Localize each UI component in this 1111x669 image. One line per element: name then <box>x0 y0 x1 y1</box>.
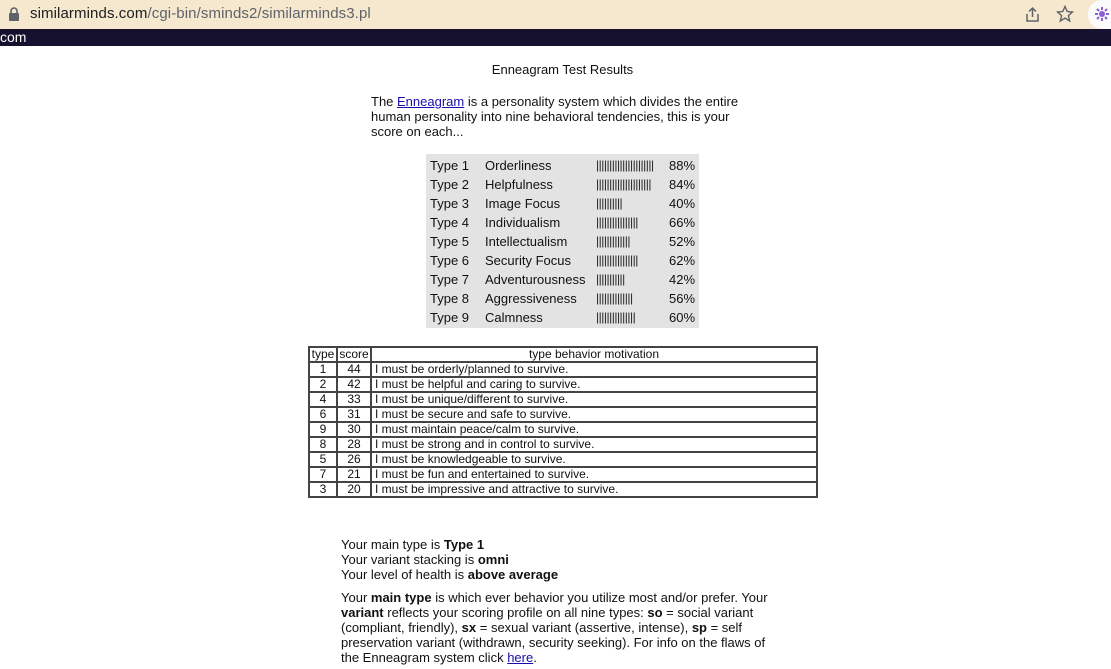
score-type: Type 1 <box>430 158 470 173</box>
score-type: Type 3 <box>430 196 470 211</box>
score-bar: ||||||||||||||| <box>596 310 636 324</box>
score-name: Helpfulness <box>485 177 553 192</box>
cell-motivation: I must maintain peace/calm to survive. <box>371 422 817 437</box>
intro-after: is a personality system which divides the entire human personality into nine behavioral tendencies, this is your score on each... <box>371 94 739 139</box>
explain-bold: sx <box>461 620 477 635</box>
cell-type: 5 <box>309 452 337 467</box>
col-header-score: score <box>337 347 371 362</box>
table-row <box>309 452 817 467</box>
url-path: /cgi-bin/sminds2/similarminds3.pl <box>147 5 371 22</box>
cell-type: 2 <box>309 377 337 392</box>
score-name: Calmness <box>485 310 543 325</box>
explain-text: Your <box>341 590 371 605</box>
score-box <box>426 154 699 328</box>
cell-score: 44 <box>337 362 371 377</box>
score-percent: 52% <box>669 234 696 249</box>
score-percent: 84% <box>669 177 696 192</box>
score-type: Type 6 <box>430 253 470 268</box>
cell-score: 31 <box>337 407 371 422</box>
score-bar: |||||||||||||| <box>596 291 633 305</box>
intro-paragraph <box>371 94 756 139</box>
score-bar: ||||||||||||||||||||| <box>596 177 651 191</box>
explain-text: = social variant (compliant, friendly), <box>341 605 754 635</box>
explain-bold: main type <box>370 590 432 605</box>
variant-value: omni <box>477 552 509 567</box>
score-name: Individualism <box>485 215 561 230</box>
cell-type: 8 <box>309 437 337 452</box>
score-type: Type 7 <box>430 272 470 287</box>
page-title: Enneagram Test Results <box>491 62 634 77</box>
cell-score: 21 <box>337 467 371 482</box>
score-name: Security Focus <box>485 253 571 268</box>
cell-score: 28 <box>337 437 371 452</box>
score-name: Image Focus <box>485 196 561 211</box>
url-text[interactable] <box>30 5 371 22</box>
cell-motivation: I must be impressive and attractive to survive. <box>371 482 817 497</box>
cell-type: 7 <box>309 467 337 482</box>
col-header-motivation: type behavior motivation <box>371 347 817 362</box>
score-bar: |||||||||||||||||||||| <box>596 158 654 172</box>
cell-type: 3 <box>309 482 337 497</box>
star-icon[interactable] <box>1056 5 1074 23</box>
enneagram-link[interactable]: Enneagram <box>397 94 465 109</box>
explain-text: reflects your scoring profile on all nine types: <box>383 605 648 620</box>
table-row <box>309 482 817 497</box>
col-header-type: type <box>309 347 337 362</box>
table-row <box>309 362 817 377</box>
cell-score: 26 <box>337 452 371 467</box>
cell-score: 42 <box>337 377 371 392</box>
table-row <box>309 437 817 452</box>
result-summary <box>341 537 558 582</box>
score-name: Intellectualism <box>485 234 568 249</box>
cell-type: 9 <box>309 422 337 437</box>
score-bar: |||||||||||||||| <box>596 253 638 267</box>
cell-score: 33 <box>337 392 371 407</box>
table-row <box>309 407 817 422</box>
url-host: similarminds.com <box>30 5 148 22</box>
cell-type: 1 <box>309 362 337 377</box>
intro-before: The <box>371 94 398 109</box>
cell-motivation: I must be secure and safe to survive. <box>371 407 817 422</box>
score-bar: |||||||||| <box>596 196 623 210</box>
here-link[interactable]: here <box>507 650 534 665</box>
score-percent: 88% <box>669 158 696 173</box>
table-row <box>309 467 817 482</box>
score-bar: |||||||||||||||| <box>596 215 638 229</box>
score-name: Aggressiveness <box>485 291 577 306</box>
motivation-table <box>308 346 818 498</box>
cell-score: 20 <box>337 482 371 497</box>
explain-text: is which ever behavior you utilize most and/or prefer. Your <box>431 590 768 605</box>
score-percent: 56% <box>669 291 696 306</box>
cell-type: 4 <box>309 392 337 407</box>
lock-icon[interactable] <box>8 7 20 21</box>
table-row <box>309 392 817 407</box>
flower-icon <box>1094 6 1110 22</box>
cell-motivation: I must be helpful and caring to survive. <box>371 377 817 392</box>
cell-motivation: I must be knowledgeable to survive. <box>371 452 817 467</box>
site-header <box>0 29 1111 46</box>
cell-motivation: I must be strong and in control to survive. <box>371 437 817 452</box>
health-line <box>341 567 558 582</box>
explanation-paragraph <box>341 590 786 665</box>
score-bar: ||||||||||||| <box>596 234 631 248</box>
score-percent: 60% <box>669 310 696 325</box>
table-row <box>309 377 817 392</box>
main-type-line <box>341 537 558 552</box>
table-header-row <box>309 347 817 362</box>
variant-label: Your variant stacking is <box>341 552 478 567</box>
cell-motivation: I must be fun and entertained to survive. <box>371 467 817 482</box>
explain-bold: sp <box>691 620 707 635</box>
score-type: Type 5 <box>430 234 470 249</box>
explain-text: = self preservation variant (withdrawn, security seeking). For info on the flaws of the Enneagram system click <box>341 620 766 665</box>
variant-line <box>341 552 558 567</box>
score-bar: ||||||||||| <box>596 272 625 286</box>
cell-motivation: I must be unique/different to survive. <box>371 392 817 407</box>
explain-text: . <box>533 650 537 665</box>
extension-icon[interactable] <box>1088 0 1111 29</box>
address-bar[interactable] <box>0 0 1111 29</box>
table-row <box>309 422 817 437</box>
score-type: Type 9 <box>430 310 470 325</box>
health-label: Your level of health is <box>341 567 468 582</box>
health-value: above average <box>467 567 559 582</box>
score-percent: 62% <box>669 253 696 268</box>
main-type-label: Your main type is <box>341 537 444 552</box>
score-type: Type 2 <box>430 177 470 192</box>
main-type-value: Type 1 <box>443 537 485 552</box>
score-percent: 40% <box>669 196 696 211</box>
cell-score: 30 <box>337 422 371 437</box>
explain-bold: so <box>647 605 663 620</box>
score-percent: 42% <box>669 272 696 287</box>
cell-motivation: I must be orderly/planned to survive. <box>371 362 817 377</box>
score-type: Type 8 <box>430 291 470 306</box>
score-percent: 66% <box>669 215 696 230</box>
score-name: Orderliness <box>485 158 552 173</box>
site-header-text: com <box>0 29 27 45</box>
score-name: Adventurousness <box>485 272 586 287</box>
share-icon[interactable] <box>1024 6 1041 23</box>
explain-bold: variant <box>341 605 384 620</box>
cell-type: 6 <box>309 407 337 422</box>
explain-text: = sexual variant (assertive, intense), <box>476 620 692 635</box>
score-type: Type 4 <box>430 215 470 230</box>
